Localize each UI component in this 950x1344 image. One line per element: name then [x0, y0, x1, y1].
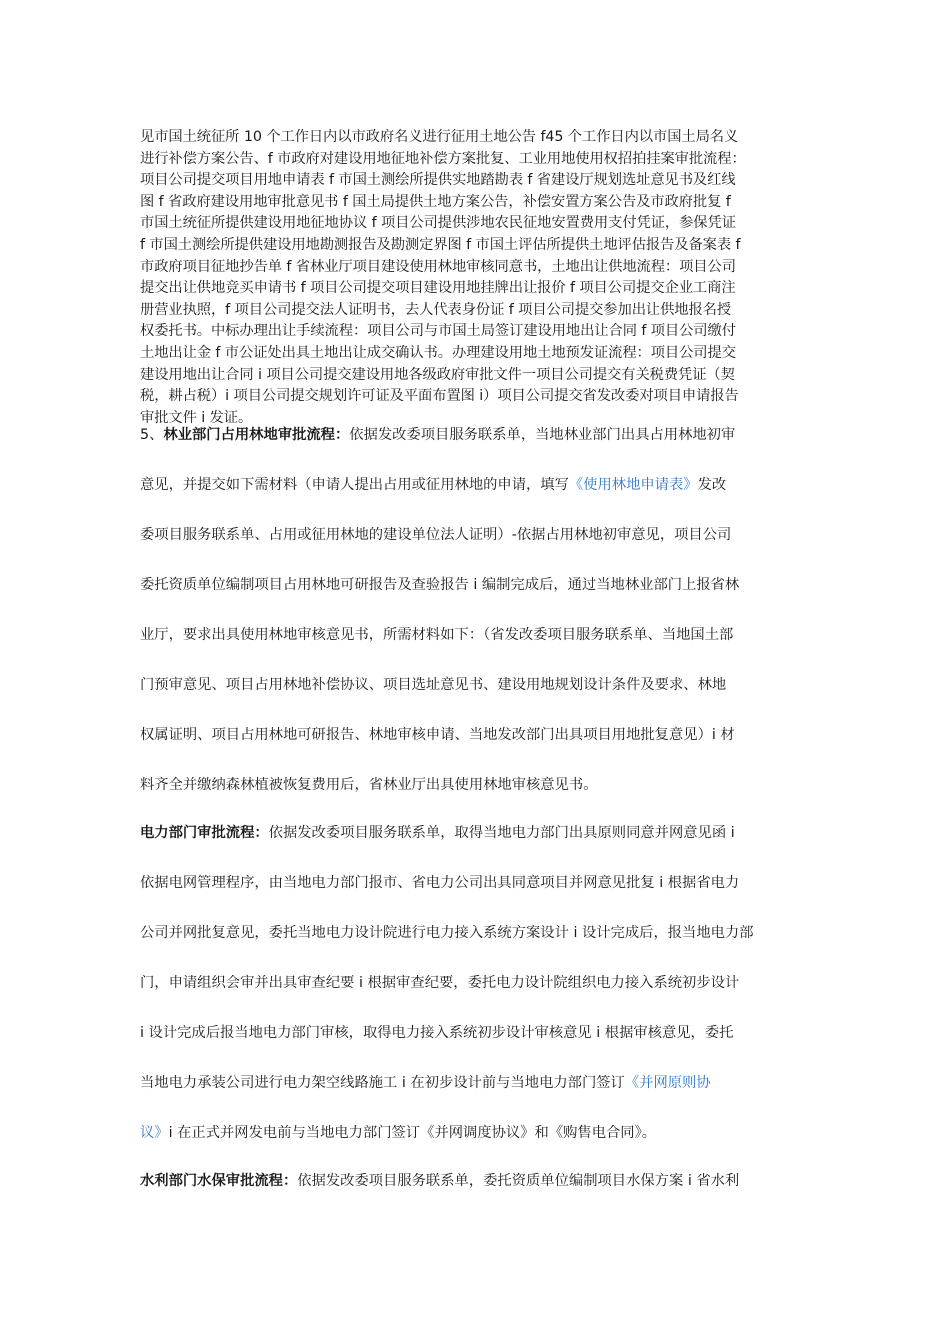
forest-land-application-link[interactable]: 《使用林地申请表》	[568, 477, 698, 493]
text-line: 图 f 省政府建设用地审批意见书 f 国土局提供土地方案公告，补偿安置方案公告及市政府批复 f	[140, 193, 731, 210]
text-line	[140, 1170, 739, 1192]
text-line: 市国土统征所提供建设用地征地协议 f 项目公司提供涉地农民征地安置费用支付凭证，参保凭证	[140, 215, 736, 232]
forestry-heading: 林业部门占用林地审批流程：	[163, 427, 350, 443]
text-line: f 市国土测绘所提供建设用地勘测报告及勘测定界图 f 市国土评估所提供土地评估报告及备案表 f	[140, 236, 741, 253]
text-line: 权委托书。中标办理出让手续流程：项目公司与市国土局签订建设用地出让合同 f 项目公司缴付	[140, 323, 736, 340]
text-line	[140, 424, 735, 446]
text-run: 发改	[697, 477, 727, 493]
text-line: 门预审意见、项目占用林地补偿协议、项目选址意见书、建设用地规划设计条件及要求、林地	[140, 677, 727, 693]
text-line: 委托资质单位编制项目占用林地可研报告及查验报告 i 编制完成后，通过当地林业部门上报省林	[140, 577, 740, 593]
text-line: 料齐全并缴纳森林植被恢复费用后，省林业厅出具使用林地审核意见书。	[140, 777, 598, 793]
text-line: 业厅，要求出具使用林地审核意见书，所需材料如下：（省发改委项目服务联系单、当地国土部	[140, 627, 734, 643]
text-line: 权属证明、项目占用林地可研报告、林地审核申请、当地发改部门出具项目用地批复意见）i 材	[140, 727, 735, 743]
text-line: 委项目服务联系单、占用或征用林地的建设单位法人证明）-依据占用林地初审意见，项目公司	[140, 527, 732, 543]
water-heading: 水利部门水保审批流程：	[140, 1173, 298, 1189]
text-line: 依据电网管理程序，由当地电力部门报市、省电力公司出具同意项目并网意见批复 i 根据省电力	[140, 875, 740, 891]
text-run: 依据发改委项目服务联系单，当地林业部门出具占用林地初审	[349, 427, 736, 443]
text-line: 审批文件 i 发证。	[140, 409, 253, 426]
text-line: 建设用地出让合同 i 项目公司提交建设用地各级政府审批文件一项目公司提交有关税费凭证（契	[140, 366, 735, 383]
text-line	[140, 822, 735, 844]
power-heading: 电力部门审批流程：	[140, 825, 269, 841]
text-run: 意见，并提交如下需材料（申请人提出占用或征用林地的申请，填写	[140, 477, 569, 493]
text-run: i 在正式并网发电前与当地电力部门签订《并网调度协议》和《购售电合同》。	[168, 1125, 657, 1141]
text-line	[140, 1072, 711, 1094]
text-line: 项目公司提交项目用地申请表 f 市国土测绘所提供实地踏勘表 f 省建设厅规划选址意见书及红线	[140, 172, 736, 189]
text-line: 税，耕占税）i 项目公司提交规划许可证及平面布置图 i）项目公司提交省发改委对项目申请报告	[140, 388, 739, 405]
text-line: 门，申请组织会审并出具审查纪要 i 根据审查纪要，委托电力设计院组织电力接入系统初步设计	[140, 975, 740, 991]
text-line	[140, 1122, 656, 1144]
text-line: 市政府项目征地抄告单 f 省林业厅项目建设使用林地审核同意书，土地出让供地流程：项目公司	[140, 258, 736, 275]
text-line: i 设计完成后报当地电力部门审核，取得电力接入系统初步设计审核意见 i 根据审核意见，委托	[140, 1025, 734, 1041]
land-approval-paragraph	[140, 127, 812, 429]
text-line: 进行补偿方案公告、f 市政府对建设用地征地补偿方案批复、工业用地使用权招拍挂案审批流程：	[140, 150, 746, 167]
text-line	[140, 474, 726, 496]
text-line: 册营业执照，f 项目公司提交法人证明书，去人代表身份证 f 项目公司提交参加出让供地报名授	[140, 301, 732, 318]
grid-principle-agreement-link[interactable]: 《并网原则协	[624, 1075, 711, 1091]
text-run: 依据发改委项目服务联系单，取得当地电力部门出具原则同意并网意见函 i	[268, 825, 735, 841]
text-run: 当地电力承装公司进行电力架空线路施工 i 在初步设计前与当地电力部门签订	[140, 1075, 625, 1091]
text-line: 土地出让金 f 市公证处出具土地出让成交确认书。办理建设用地土地预发证流程：项目公司提交	[140, 344, 736, 361]
text-line: 见市国土统征所 10 个工作日内以市政府名义进行征用土地公告 f45 个工作日内以市国土局名义	[140, 129, 739, 145]
grid-principle-agreement-link-cont[interactable]: 议》	[140, 1125, 169, 1141]
text-line: 提交出让供地竞买申请书 f 项目公司提交项目建设用地挂牌出让报价 f 项目公司提交企业工商注	[140, 280, 736, 297]
section-number: 5、	[140, 427, 164, 443]
text-run: 依据发改委项目服务联系单，委托资质单位编制项目水保方案 i 省水利	[297, 1173, 740, 1189]
text-line: 公司并网批复意见，委托当地电力设计院进行电力接入系统方案设计 i 设计完成后，报当地电力部	[140, 925, 754, 941]
